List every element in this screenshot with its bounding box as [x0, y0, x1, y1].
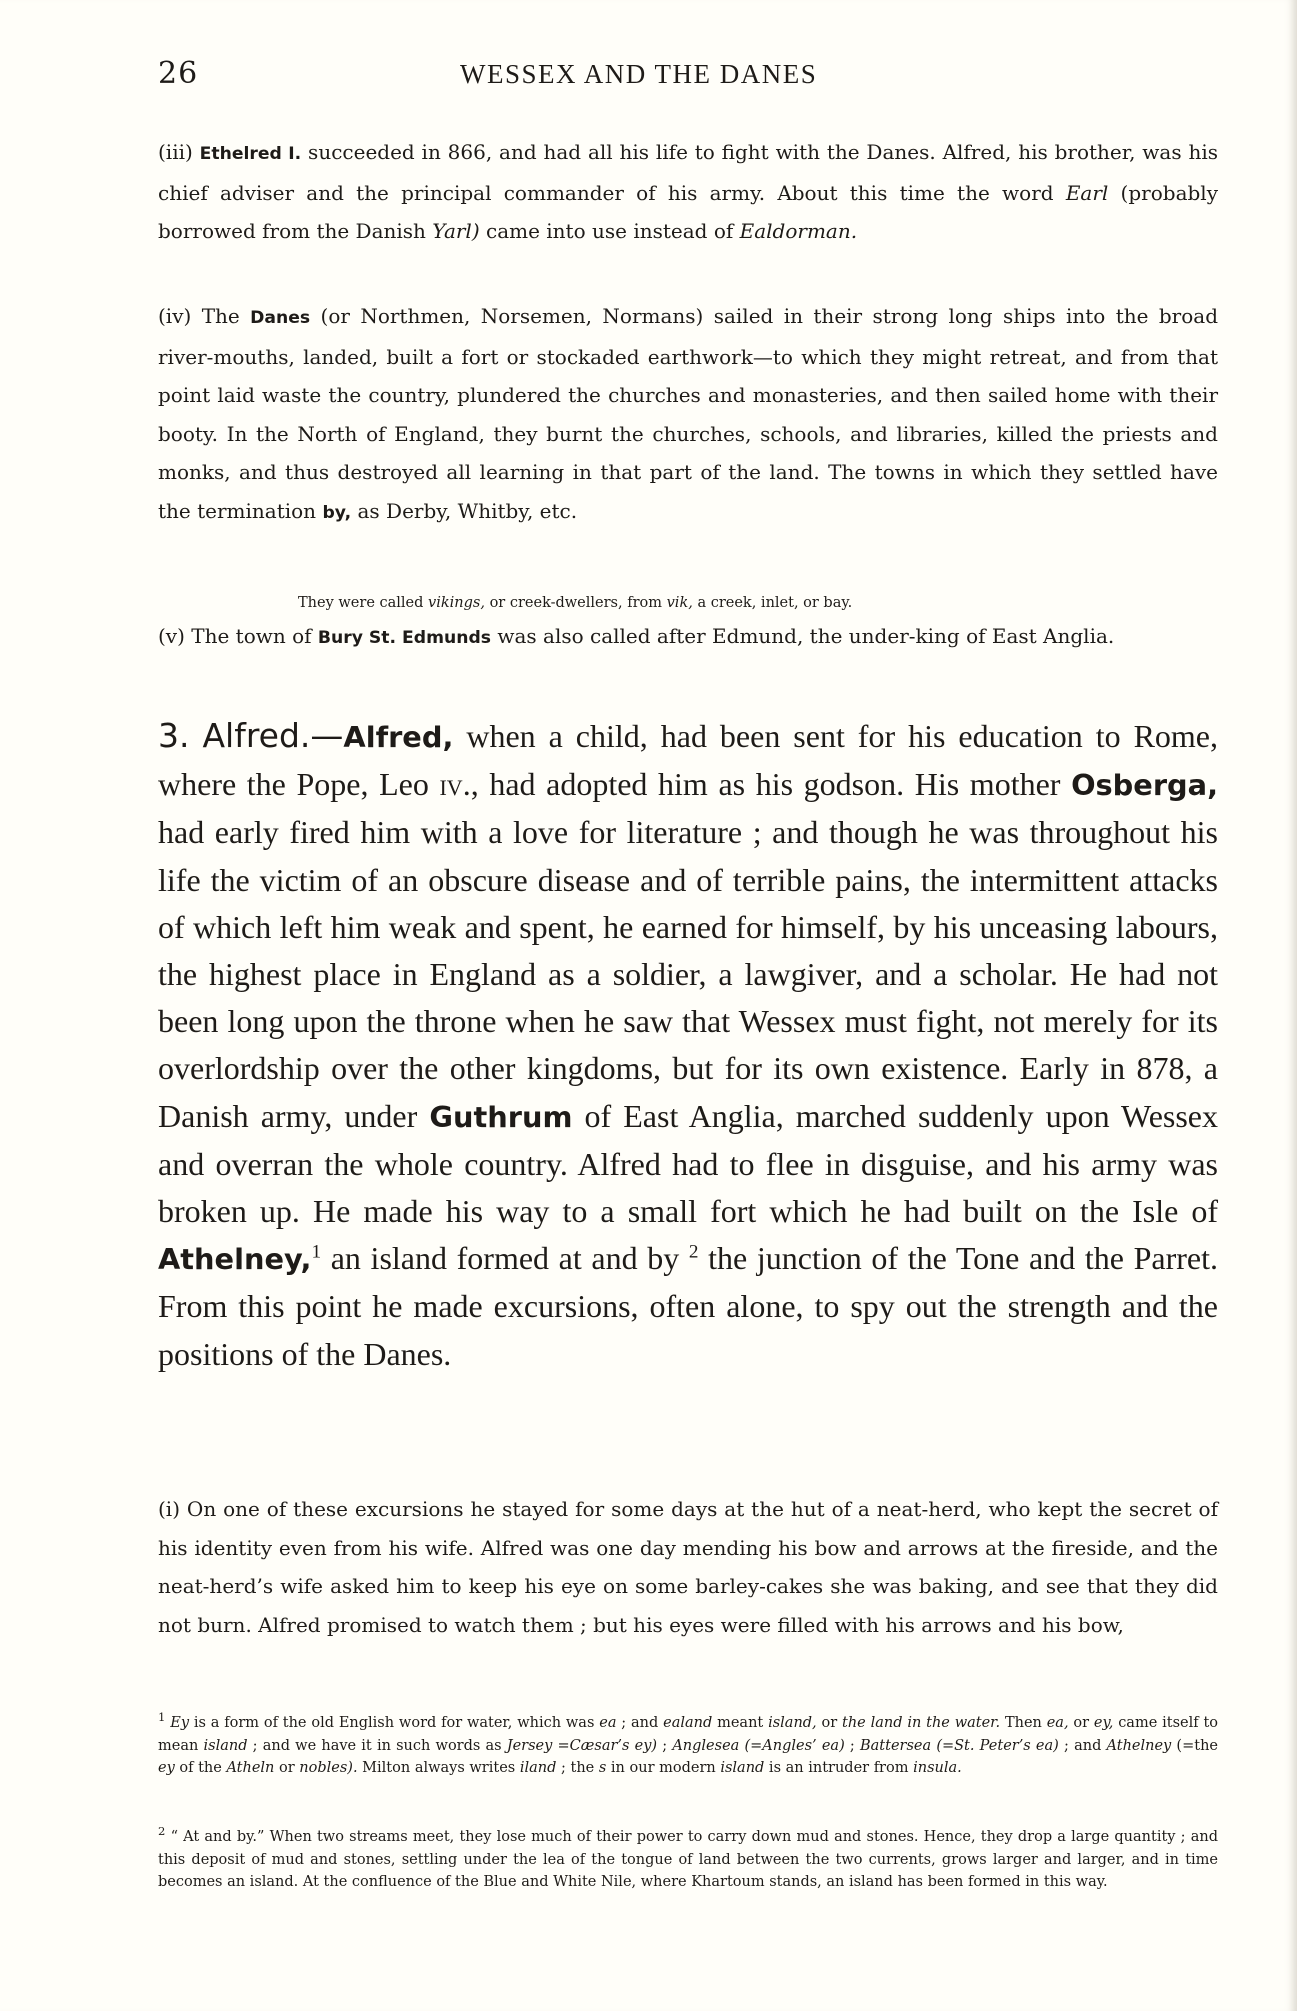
section-number: 3.	[158, 716, 190, 755]
paragraph-v: (v) The town of Bury St. Edmunds was also called after Edmund, the under-king of East Anglia.	[158, 624, 1115, 648]
running-head	[158, 56, 1218, 96]
footnote-1: $^1$ Ey is a form of the old English word for water, which was ea ; and ealand meant island, or the land in the water. Then ea, or ey, came itself to mean island ; and we have it in such words as Jersey =Cæsar’s ey) ; Anglesea (=Angles’ ea) ; Battersea (=St. Peter’s ea) ; and Athelney (=the ey of the Atheln or nobles). Milton always writes iland ; the s in our modern island is an intruder from insula.	[158, 1710, 1218, 1776]
section-title: Alfred.—	[202, 716, 344, 755]
footnote-ref-2[interactable]: 2	[688, 1241, 699, 1263]
footnote-2: $^2$ “ At and by.” When two streams meet, they lose much of their power to carry down mud and stones. Hence, they drop a large quantity ; and this deposit of mud and stones, settling under the lea of the tongue of land between the two currents, grows larger and larger, and in time becomes an island. At the confluence of the Blue and White Nile, where Khartoum stands, an island has been formed in this way.	[158, 1824, 1218, 1890]
footnote-ref-1[interactable]: 1	[311, 1241, 322, 1263]
page-number: 26	[158, 56, 199, 91]
bury-name: Bury St. Edmunds	[317, 628, 491, 648]
paragraph-i: (i) On one of these excursions he stayed for some days at the hut of a neat-herd, who kept the secret of his identity even from his wife. Alfred was one day mending his bow and arrows at the fireside, and the neat-herd’s wife asked him to keep his eye on some barley-cakes she was baking, and see that they did not burn. Alfred promised to watch them ; but his eyes were filled with his arrows and his bow,	[158, 1497, 1218, 1637]
section-3-alfred: 3. Alfred.—Alfred, when a child, had been sent for his education to Rome, where the Pope, Leo iv., had adopted him as his godson. His mother Osberga, had early fired him with a love for literature ; and though he was throughout his life the victim of an obscure disease and of terrible pains, the intermittent attacks of which left him weak and spent, he earned for himself, by his unceasing labours, the highest place in England as a soldier, a lawgiver, and a scholar. He had not been long upon the throne when he saw that Wessex must fight, not merely for its overlordship over the other kingdoms, but for its own existence. Early in 878, a Danish army, under Guthrum of East Anglia, marched suddenly upon Wessex and overran the whole country. Alfred had to flee in disguise, and his army was broken up. He made his way to a small fort which he had built on the Isle of Athelney,$^1$ an island formed at and by $^2$ the junction of the Tone and the Parret. From this point he made excursions, often alone, to spy out the strength and the positions of the Danes.	[158, 716, 1219, 1372]
paragraph-iv: (iv) The Danes (or Northmen, Norsemen, Normans) sailed in their strong long ships into the broad river-mouths, landed, built a fort or stockaded earthwork—to which they might retreat, and from that point laid waste the country, plundered the churches and monasteries, and then sailed home with their booty. In the North of England, they burnt the churches, schools, and libraries, killed the priests and monks, and thus destroyed all learning in that part of the land. The towns in which they settled have the termination by, as Derby, Whitby, etc.	[158, 304, 1218, 523]
danes-name: Danes	[250, 308, 311, 328]
paragraph-iii: (iii) Ethelred I. succeeded in 866, and had all his life to fight with the Danes. Alfred, his brother, was his chief adviser and the principal commander of his army. About this time the word Earl (probably borrowed from the Danish Yarl) came into use instead of Ealdorman.	[158, 140, 1218, 243]
running-title: WESSEX AND THE DANES	[460, 59, 818, 89]
ethelred-name: Ethelred I.	[199, 144, 302, 164]
vikings-note: They were called vikings, or creek-dwellers, from vik, a creek, inlet, or bay.	[298, 594, 853, 611]
